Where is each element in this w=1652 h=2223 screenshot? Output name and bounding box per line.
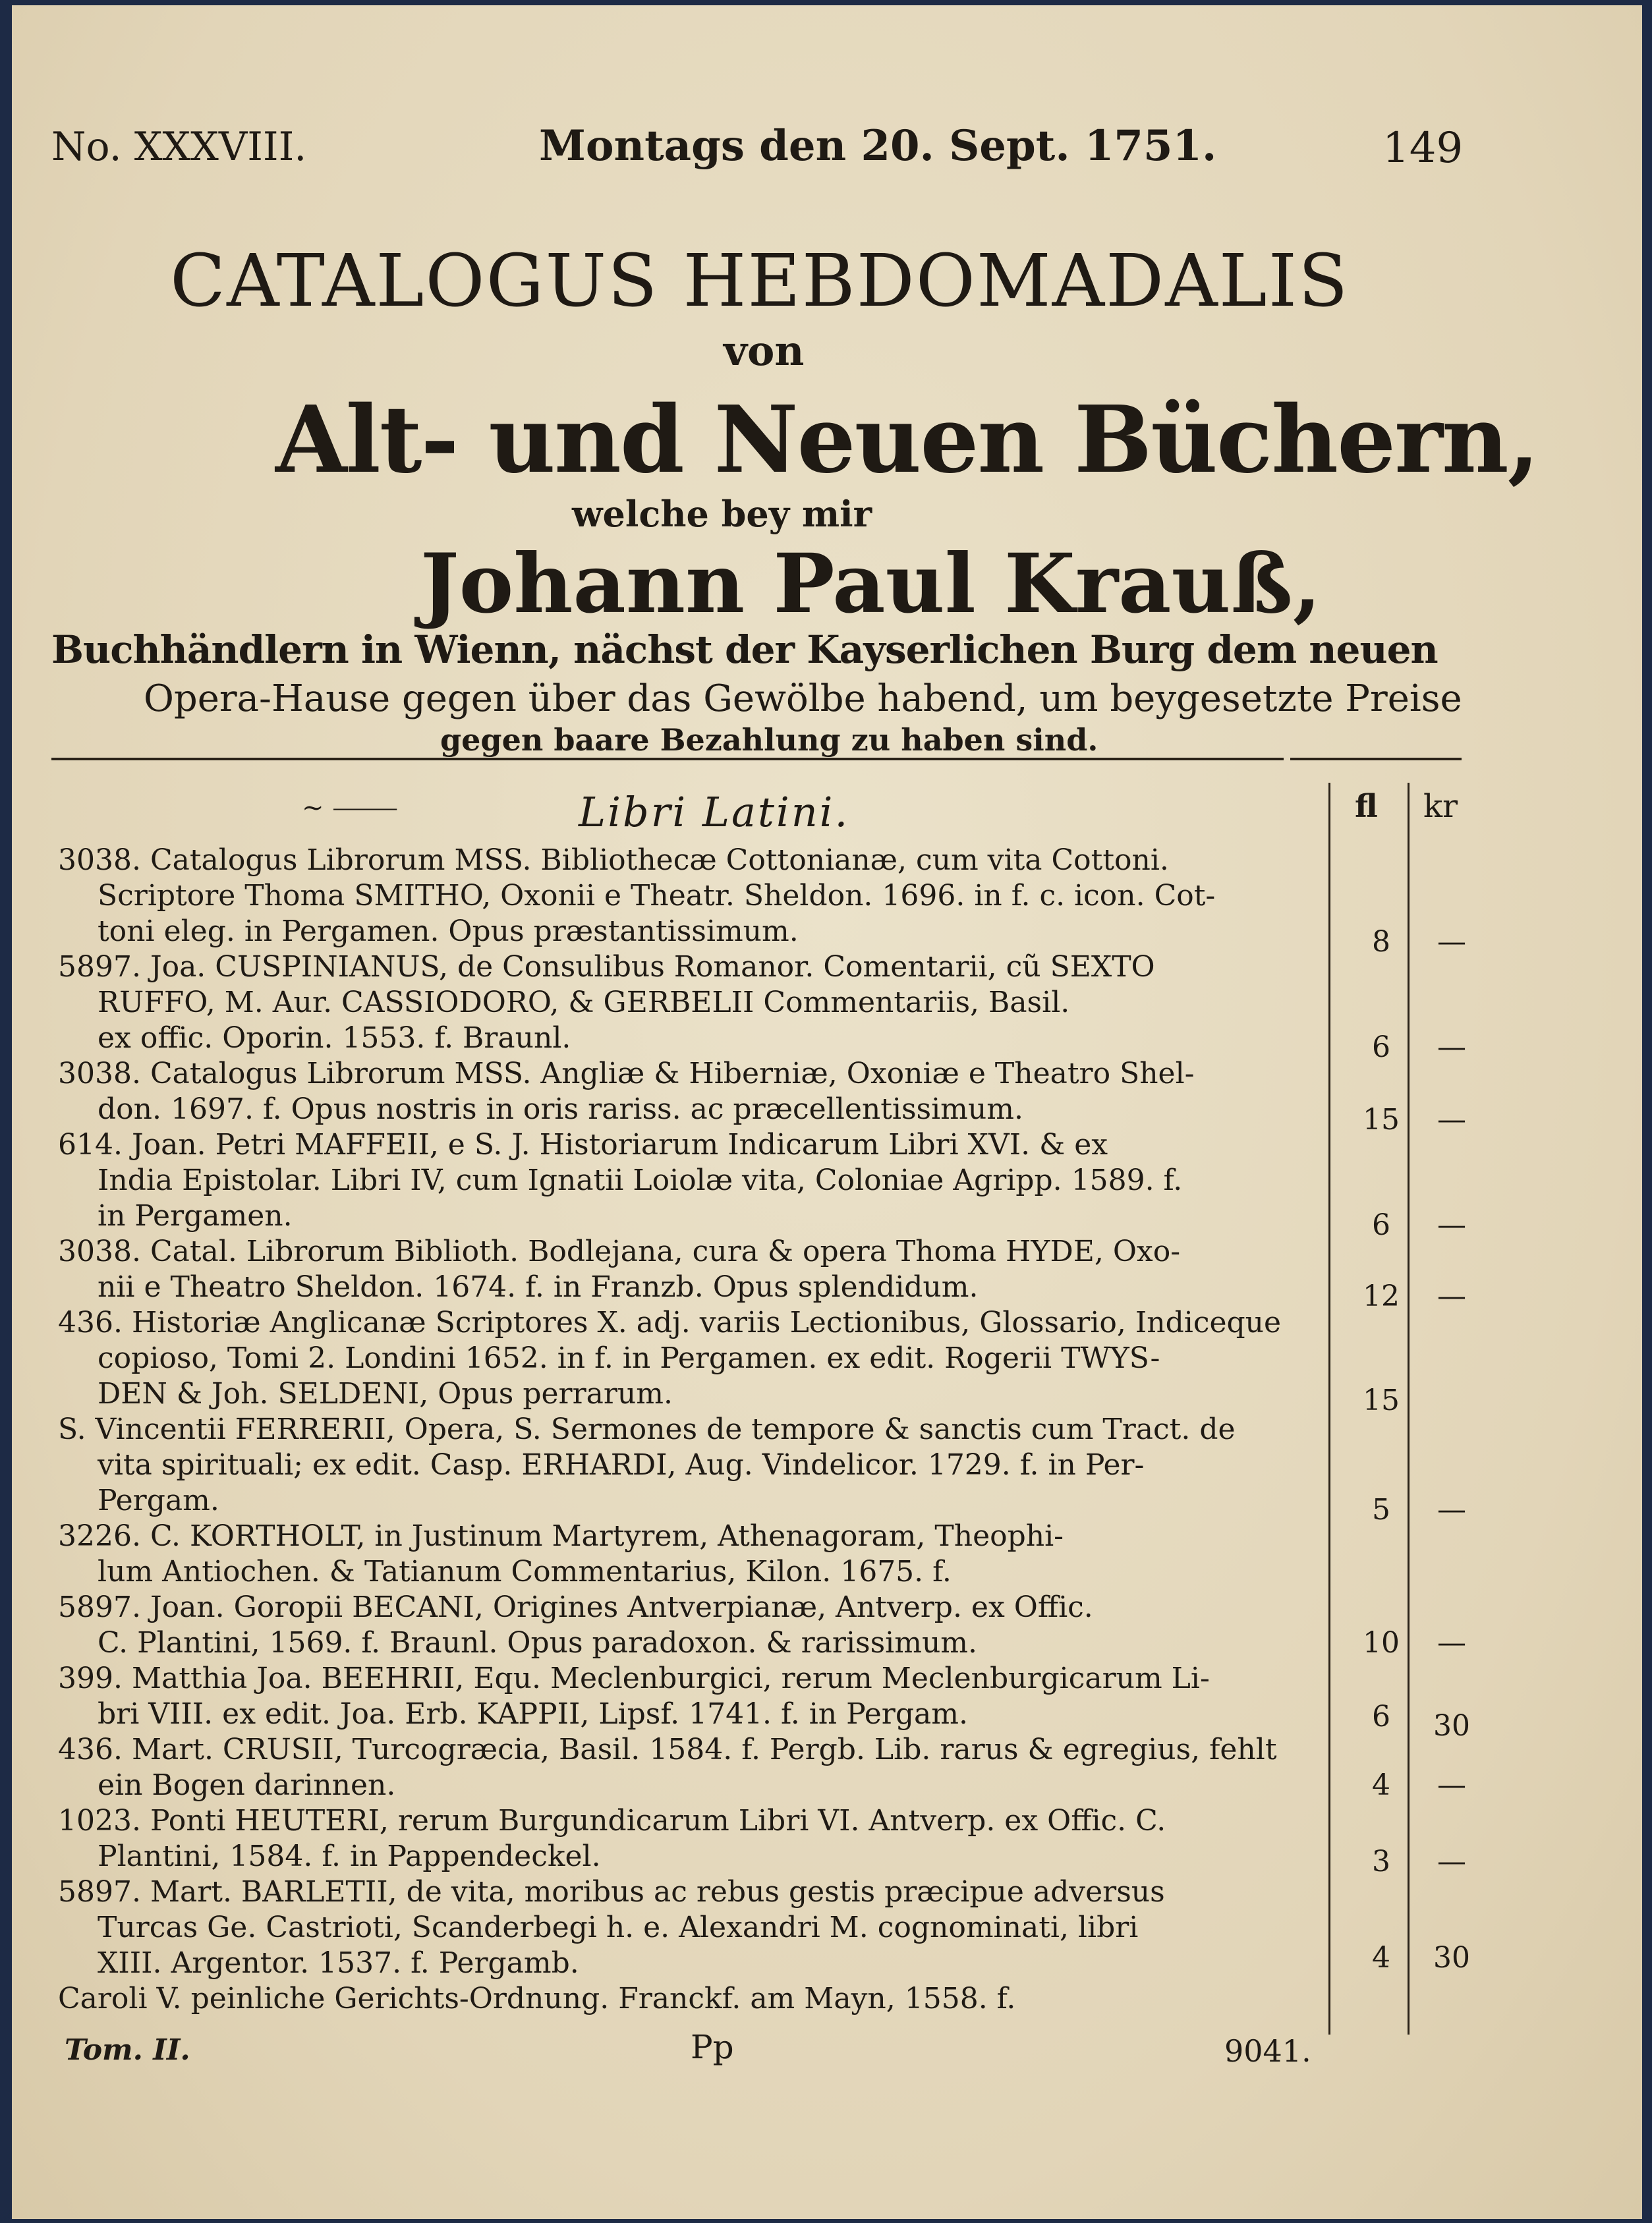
entry-line: S. Vincentii FERRERII, Opera, S. Sermones de tempore & sanctis cum Tract. de [58,1413,1236,1446]
price-kr: 30 [1433,1941,1470,1975]
entry-line: nii e Theatro Sheldon. 1674. f. in Franzb. Opus splendidum. [98,1270,979,1304]
entry-line: 5897. Joa. CUSPINIANUS, de Consulibus Romanor. Comentarii, cũ SEXTO [58,950,1155,984]
entry-line: Scriptore Thoma SMITHO, Oxonii e Theatr. Sheldon. 1696. in f. c. icon. Cot- [98,879,1216,913]
section-heading: Libri Latini. [579,788,850,836]
entry-line: in Pergamen. [98,1199,293,1233]
entry-line: 5897. Joan. Goropii BECANI, Origines Antverpianæ, Antverp. ex Offic. [58,1590,1093,1624]
entry-line: 3038. Catalogus Librorum MSS. Bibliothecæ Cottonianæ, cum vita Cottoni. [58,843,1169,877]
entry-line: 436. Historiæ Anglicanæ Scriptores X. adj. variis Lectionibus, Glossario, Indiceque [58,1306,1282,1339]
payment-note: gegen baare Bezahlung zu haben sind. [440,722,1098,758]
entry-line: RUFFO, M. Aur. CASSIODORO, & GERBELII Commentariis, Basil. [98,986,1070,1019]
column-header-kr: kr [1423,788,1458,825]
price-fl: 3 [1372,1845,1390,1878]
entry-line: Turcas Ge. Castrioti, Scanderbegi h. e. Alexandri M. cognominati, libri [98,1911,1139,1944]
page-number: 149 [1382,124,1464,173]
entry-line: don. 1697. f. Opus nostris in oris rariss. ac præcellentissimum. [98,1092,1023,1126]
entry-line: toni eleg. in Pergamen. Opus præstantissimum. [98,915,799,948]
issue-number: No. XXXVIII. [51,124,307,170]
price-kr: — [1437,1845,1466,1878]
entry-line: 3226. C. KORTHOLT, in Justinum Martyrem, Athenagoram, Theophi- [58,1519,1064,1553]
column-divider-kr [1408,783,1410,2035]
column-divider-fl [1328,783,1330,2035]
price-kr: — [1437,1280,1466,1313]
entry-line: India Epistolar. Libri IV, cum Ignatii Loiolæ vita, Coloniae Agripp. 1589. f. [98,1164,1183,1197]
price-fl: 6 [1372,1030,1390,1064]
entry-line: 399. Matthia Joa. BEEHRII, Equ. Meclenburgici, rerum Meclenburgicarum Li- [58,1662,1210,1695]
price-kr: — [1437,1493,1466,1527]
entry-line: Plantini, 1584. f. in Pappendeckel. [98,1840,601,1873]
catalog-page [12,5,1642,2219]
price-kr: — [1437,1030,1466,1064]
entry-line: copioso, Tomi 2. Londini 1652. in f. in Pergamen. ex edit. Rogerii TWYS- [98,1341,1160,1375]
entry-line: lum Antiochen. & Tatianum Commentarius, Kilon. 1675. f. [98,1555,952,1589]
signature-mark: Tom. II. [65,2033,190,2067]
title-welche: welche bey mir [572,493,872,535]
price-fl: 6 [1372,1700,1390,1733]
publisher-location: Opera-Hause gegen über das Gewölbe habend, um beygesetzte Preise [144,677,1462,720]
price-fl: 15 [1363,1103,1400,1137]
entry-line: 5897. Mart. BARLETII, de vita, moribus ac rebus gestis præcipue adversus [58,1875,1165,1909]
price-kr: — [1437,925,1466,959]
entry-line: DEN & Joh. SELDENI, Opus perrarum. [98,1377,673,1411]
entry-line: Caroli V. peinliche Gerichts-Ordnung. Franckf. am Mayn, 1558. f. [58,1982,1016,2015]
entry-line: Pergam. [98,1484,219,1517]
publisher-name: Johann Paul Krauß, [420,536,1322,632]
publisher-place: Buchhändlern in Wienn, nächst der Kayserlichen Burg dem neuen [51,627,1438,672]
entry-line: vita spirituali; ex edit. Casp. ERHARDI, Aug. Vindelicor. 1729. f. in Per- [98,1448,1145,1482]
price-kr: — [1437,1768,1466,1802]
entry-line: 3038. Catal. Librorum Biblioth. Bodlejana, cura & opera Thoma HYDE, Oxo- [58,1235,1181,1268]
price-kr: 30 [1433,1709,1470,1743]
price-fl: 15 [1363,1384,1400,1417]
header-rule-right [1290,758,1462,760]
date-line: Montags den 20. Sept. 1751. [539,121,1217,171]
entry-line: 3038. Catalogus Librorum MSS. Angliæ & Hiberniæ, Oxoniæ e Theatro Shel- [58,1057,1195,1090]
title-books: Alt- und Neuen Büchern, [275,386,1539,494]
price-kr: — [1437,1103,1466,1137]
gathering-mark: Pp [691,2028,734,2066]
price-fl: 6 [1372,1208,1390,1242]
entry-line: ex offic. Oporin. 1553. f. Braunl. [98,1021,571,1055]
catchword: 9041. [1224,2033,1311,2069]
entry-line: 436. Mart. CRUSII, Turcogræcia, Basil. 1584. f. Pergb. Lib. rarus & egregius, fehlt [58,1733,1277,1766]
price-fl: 4 [1372,1768,1390,1802]
entry-line: 614. Joan. Petri MAFFEII, e S. J. Historiarum Indicarum Libri XVI. & ex [58,1128,1108,1162]
entry-line: bri VIII. ex edit. Joa. Erb. KAPPII, Lipsf. 1741. f. in Pergam. [98,1697,968,1731]
price-fl: 5 [1372,1493,1390,1527]
title-von: von [724,327,805,375]
catalog-title: CATALOGUS HEBDOMADALIS [170,239,1350,323]
ornament-icon: ~ ⸻ [302,793,399,823]
entry-line: 1023. Ponti HEUTERI, rerum Burgundicarum Libri VI. Antverp. ex Offic. C. [58,1804,1166,1838]
entry-line: C. Plantini, 1569. f. Braunl. Opus paradoxon. & rarissimum. [98,1626,978,1660]
price-fl: 8 [1372,925,1390,959]
price-fl: 12 [1363,1280,1400,1313]
price-fl: 10 [1363,1626,1400,1660]
entry-line: ein Bogen darinnen. [98,1768,396,1802]
price-fl: 4 [1372,1941,1390,1975]
header-rule [51,758,1284,760]
price-kr: — [1437,1208,1466,1242]
entry-line: XIII. Argentor. 1537. f. Pergamb. [98,1946,579,1980]
price-kr: — [1437,1626,1466,1660]
column-header-fl: fl [1355,788,1378,825]
